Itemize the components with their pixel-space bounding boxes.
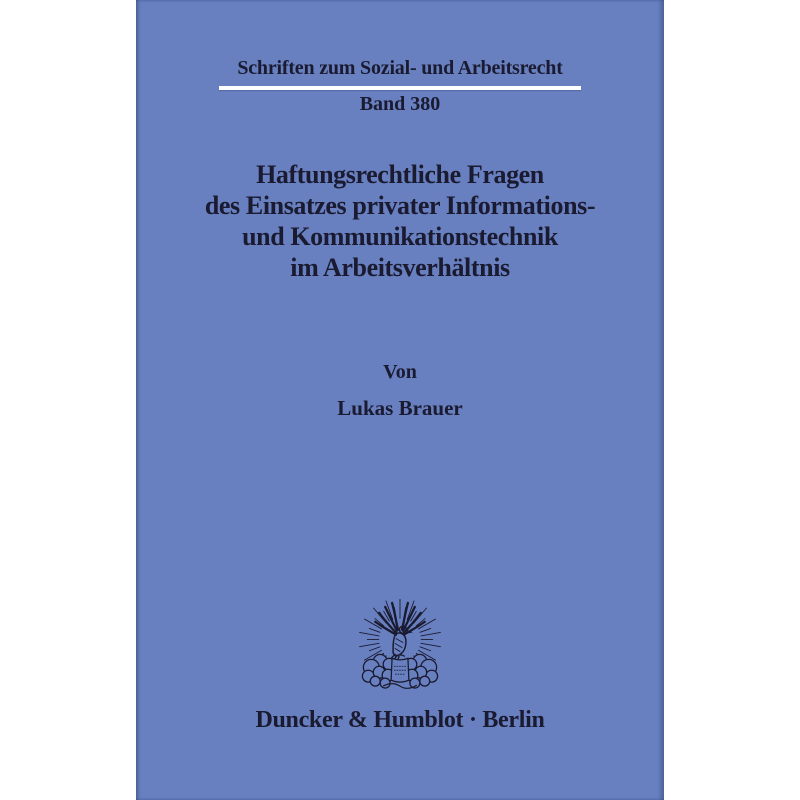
publisher-dove-emblem-icon [354, 599, 446, 693]
series-volume: Band 380 [359, 93, 441, 115]
series-title: Schriften zum Sozial- und Arbeitsrecht [237, 57, 563, 79]
author-name: Lukas Brauer [337, 396, 463, 420]
book-title-line-2: des Einsatzes privater Informations- [204, 191, 596, 220]
byline: Von [383, 361, 417, 383]
book-title-line-1: Haftungsrechtliche Fragen [256, 160, 544, 189]
book-title [136, 159, 664, 283]
publisher-imprint: Duncker & Humblot · Berlin [255, 707, 545, 733]
series-divider [219, 86, 581, 90]
book-cover [136, 0, 664, 800]
book-title-line-3: und Kommunikationstechnik [242, 222, 558, 251]
book-title-line-4: im Arbeitsverhältnis [290, 253, 510, 282]
